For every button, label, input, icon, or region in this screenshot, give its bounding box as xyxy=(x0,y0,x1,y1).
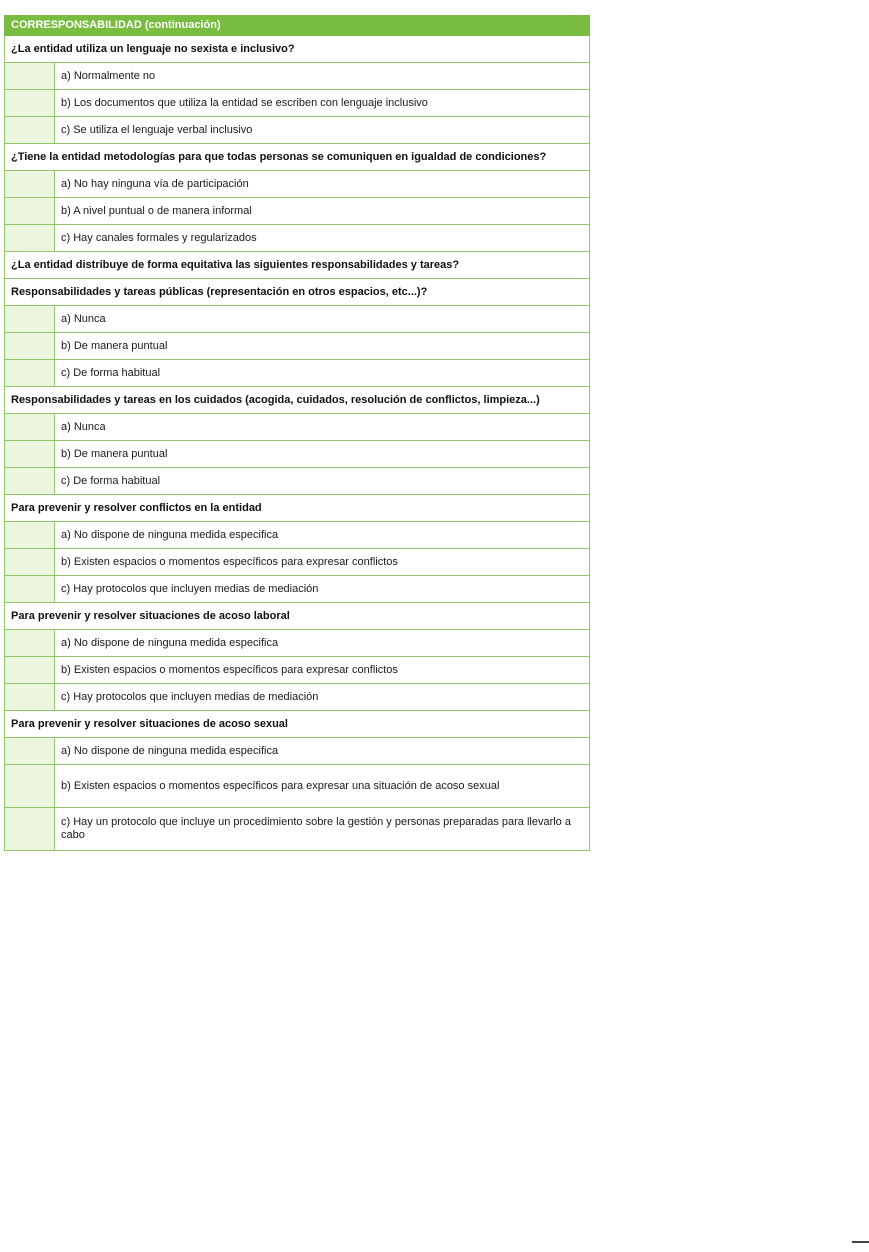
question-text: ¿Tiene la entidad metodologías para que todas personas se comuniquen en igualdad de condiciones? xyxy=(5,144,590,171)
answer-checkbox-cell[interactable] xyxy=(5,765,55,808)
answer-checkbox-cell[interactable] xyxy=(5,441,55,468)
question-row xyxy=(5,36,590,63)
option-row xyxy=(5,576,590,603)
question-text: ¿La entidad utiliza un lenguaje no sexista e inclusivo? xyxy=(5,36,590,63)
option-row xyxy=(5,657,590,684)
option-row xyxy=(5,738,590,765)
option-text: b) De manera puntual xyxy=(55,333,590,360)
question-row xyxy=(5,279,590,306)
corresponsabilidad-table xyxy=(4,15,590,851)
option-text: a) Normalmente no xyxy=(55,63,590,90)
question-text: Responsabilidades y tareas en los cuidados (acogida, cuidados, resolución de conflictos, limpieza...) xyxy=(5,387,590,414)
question-text: ¿La entidad distribuye de forma equitativa las siguientes responsabilidades y tareas? xyxy=(5,252,590,279)
question-row xyxy=(5,711,590,738)
option-row xyxy=(5,225,590,252)
option-text: a) No hay ninguna vía de participación xyxy=(55,171,590,198)
answer-checkbox-cell[interactable] xyxy=(5,468,55,495)
option-row xyxy=(5,171,590,198)
answer-checkbox-cell[interactable] xyxy=(5,684,55,711)
option-row xyxy=(5,414,590,441)
option-text: c) Hay protocolos que incluyen medias de mediación xyxy=(55,684,590,711)
option-text: c) De forma habitual xyxy=(55,360,590,387)
answer-checkbox-cell[interactable] xyxy=(5,738,55,765)
question-row xyxy=(5,252,590,279)
option-row xyxy=(5,808,590,851)
option-text: b) A nivel puntual o de manera informal xyxy=(55,198,590,225)
option-text: c) Hay un protocolo que incluye un procedimiento sobre la gestión y personas preparadas para llevarlo a cabo xyxy=(55,808,590,851)
option-row xyxy=(5,360,590,387)
section-header-row xyxy=(5,16,590,36)
answer-checkbox-cell[interactable] xyxy=(5,630,55,657)
question-text: Para prevenir y resolver situaciones de acoso laboral xyxy=(5,603,590,630)
option-text: a) No dispone de ninguna medida especifica xyxy=(55,522,590,549)
option-text: b) Los documentos que utiliza la entidad se escriben con lenguaje inclusivo xyxy=(55,90,590,117)
option-text: a) No dispone de ninguna medida especifica xyxy=(55,630,590,657)
option-text: c) De forma habitual xyxy=(55,468,590,495)
answer-checkbox-cell[interactable] xyxy=(5,117,55,144)
option-row xyxy=(5,630,590,657)
answer-checkbox-cell[interactable] xyxy=(5,90,55,117)
option-text: c) Hay protocolos que incluyen medias de mediación xyxy=(55,576,590,603)
answer-checkbox-cell[interactable] xyxy=(5,576,55,603)
option-text: b) Existen espacios o momentos específicos para expresar una situación de acoso sexual xyxy=(55,765,590,808)
option-row xyxy=(5,117,590,144)
answer-checkbox-cell[interactable] xyxy=(5,306,55,333)
question-text: Responsabilidades y tareas públicas (representación en otros espacios, etc...)? xyxy=(5,279,590,306)
page-corner-mark xyxy=(852,1241,869,1243)
option-row xyxy=(5,468,590,495)
option-row xyxy=(5,765,590,808)
option-row xyxy=(5,441,590,468)
question-text: Para prevenir y resolver conflictos en la entidad xyxy=(5,495,590,522)
option-text: c) Hay canales formales y regularizados xyxy=(55,225,590,252)
answer-checkbox-cell[interactable] xyxy=(5,333,55,360)
option-row xyxy=(5,63,590,90)
answer-checkbox-cell[interactable] xyxy=(5,360,55,387)
answer-checkbox-cell[interactable] xyxy=(5,225,55,252)
option-row xyxy=(5,333,590,360)
answer-checkbox-cell[interactable] xyxy=(5,808,55,851)
question-row xyxy=(5,495,590,522)
option-row xyxy=(5,306,590,333)
answer-checkbox-cell[interactable] xyxy=(5,171,55,198)
option-text: c) Se utiliza el lenguaje verbal inclusivo xyxy=(55,117,590,144)
option-row xyxy=(5,522,590,549)
answer-checkbox-cell[interactable] xyxy=(5,549,55,576)
question-row xyxy=(5,603,590,630)
answer-checkbox-cell[interactable] xyxy=(5,198,55,225)
option-text: a) Nunca xyxy=(55,306,590,333)
option-text: b) Existen espacios o momentos específicos para expresar conflictos xyxy=(55,657,590,684)
option-text: b) Existen espacios o momentos específicos para expresar conflictos xyxy=(55,549,590,576)
option-row xyxy=(5,198,590,225)
answer-checkbox-cell[interactable] xyxy=(5,63,55,90)
answer-checkbox-cell[interactable] xyxy=(5,522,55,549)
option-text: b) De manera puntual xyxy=(55,441,590,468)
option-row xyxy=(5,90,590,117)
option-row xyxy=(5,549,590,576)
option-text: a) No dispone de ninguna medida especifica xyxy=(55,738,590,765)
option-text: a) Nunca xyxy=(55,414,590,441)
answer-checkbox-cell[interactable] xyxy=(5,657,55,684)
section-title: CORRESPONSABILIDAD (continuación) xyxy=(5,16,590,36)
answer-checkbox-cell[interactable] xyxy=(5,414,55,441)
question-row xyxy=(5,387,590,414)
question-row xyxy=(5,144,590,171)
option-row xyxy=(5,684,590,711)
question-text: Para prevenir y resolver situaciones de acoso sexual xyxy=(5,711,590,738)
